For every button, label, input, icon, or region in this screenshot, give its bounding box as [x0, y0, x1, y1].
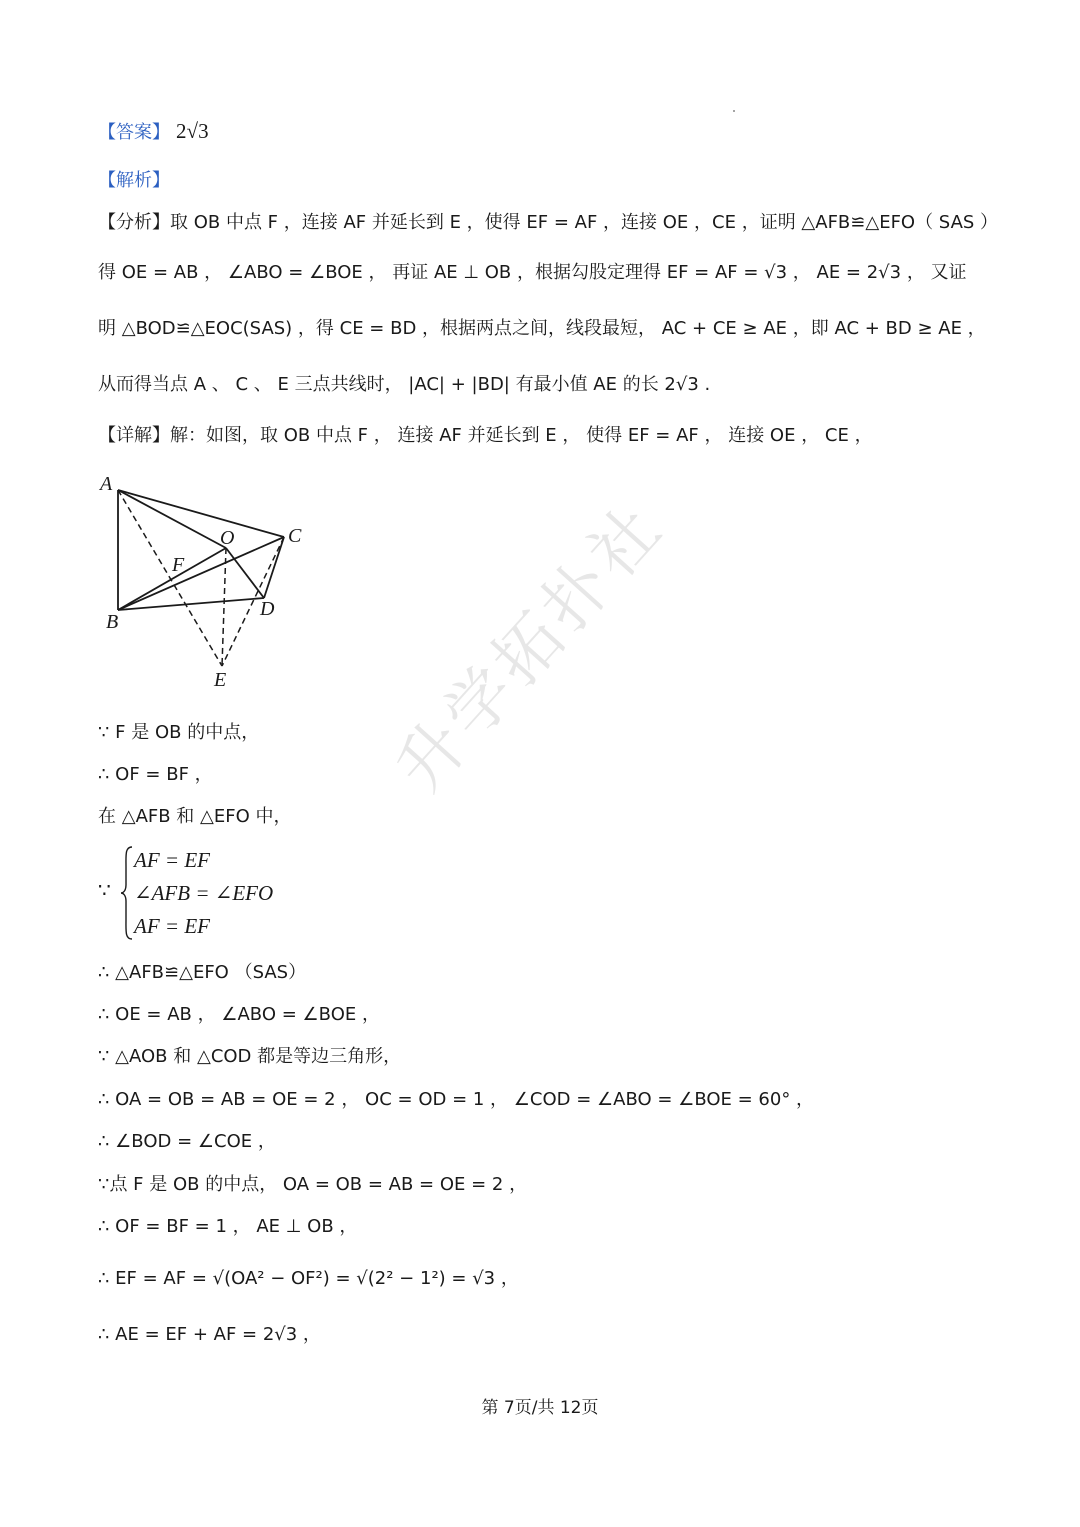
xiangjie-line-1: 【详解】解：如图，取 OB 中点 F ， 连接 AF 并延长到 E ， 使得 EF = AF ， 连接 OE ， CE ，: [98, 425, 873, 446]
label-O: O: [220, 527, 235, 549]
segment-OE-dashed: [222, 548, 226, 666]
geometry-figure: [98, 470, 318, 695]
label-E: E: [214, 669, 227, 691]
watermark: 升学拓扑社: [381, 487, 680, 807]
brace-conditions: [98, 845, 338, 945]
proof-line-6: ∵ △AOB 和 △COD 都是等边三角形，: [98, 1046, 402, 1067]
answer-line: [98, 117, 209, 147]
proof-line-8: ∴ ∠BOD = ∠COE ，: [98, 1131, 276, 1152]
answer-value: 2√3: [176, 119, 209, 143]
segment-AE-dashed: [118, 490, 222, 666]
left-brace: [120, 845, 134, 941]
proof-line-12: ∴ AE = EF + AF = 2√3 ，: [98, 1324, 321, 1345]
proof-line-2: ∴ OF = BF ，: [98, 764, 213, 785]
proof-line-3: 在 △AFB 和 △EFO 中，: [98, 806, 292, 827]
proof-line-10: ∴ OF = BF = 1 ， AE ⊥ OB ，: [98, 1216, 358, 1237]
because-symbol: ∵: [98, 878, 111, 902]
label-C: C: [288, 525, 302, 547]
segment-AC: [118, 490, 284, 537]
label-A: A: [100, 473, 113, 495]
analysis-heading: [98, 166, 170, 195]
proof-line-9: ∵点 F 是 OB 的中点， OA = OB = AB = OE = 2 ，: [98, 1174, 528, 1195]
answer-tag: 【答案】: [98, 122, 170, 143]
segment-AO: [118, 490, 226, 548]
label-D: D: [260, 598, 275, 620]
fenxi-line-2: 得 OE = AB ， ∠ABO = ∠BOE ， 再证 AE ⊥ OB ，根据勾股定理得 EF = AF = √3 ， AE = 2√3 ， 又证: [98, 262, 967, 283]
stray-dot: [733, 110, 735, 112]
brace-line-1: AF = EF: [134, 848, 210, 872]
brace-lines: [134, 845, 273, 944]
brace-line-3: AF = EF: [134, 914, 210, 938]
analysis-tag: 【解析】: [98, 170, 170, 191]
proof-line-7: ∴ OA = OB = AB = OE = 2 ， OC = OD = 1 ， ∠COD = ∠ABO = ∠BOE = 60° ，: [98, 1089, 815, 1110]
segment-CD: [264, 537, 284, 598]
fenxi-line-4: 从而得当点 A 、 C 、 E 三点共线时， |AC| + |BD| 有最小值 AE 的长 2√3 .: [98, 374, 711, 395]
segment-OD: [226, 548, 264, 598]
page-footer: 第 7页/共 12页: [481, 1398, 599, 1418]
fenxi-line-3: 明 △BOD≌△EOC(SAS) ，得 CE = BD ，根据两点之间，线段最短， AC + CE ≥ AE ，即 AC + BD ≥ AE ，: [98, 318, 986, 339]
fenxi-tag: 【分析】: [98, 212, 170, 233]
proof-line-4: ∴ △AFB≌△EFO （SAS）: [98, 962, 307, 983]
proof-line-11: ∴ EF = AF = √(OA² − OF²) = √(2² − 1²) = √3 ，: [98, 1268, 519, 1289]
proof-line-1: ∵ F 是 OB 的中点，: [98, 722, 260, 743]
fenxi-line-1: 【分析】取 OB 中点 F ，连接 AF 并延长到 E ，使得 EF = AF ，连接 OE ，CE ，证明 △AFB≌△EFO（ SAS ）: [98, 212, 999, 233]
xiangjie-tag: 【详解】: [98, 425, 170, 446]
proof-line-5: ∴ OE = AB ， ∠ABO = ∠BOE ，: [98, 1004, 380, 1025]
brace-line-2: ∠AFB = ∠EFO: [134, 881, 274, 905]
label-F: F: [172, 554, 185, 576]
label-B: B: [106, 611, 119, 633]
